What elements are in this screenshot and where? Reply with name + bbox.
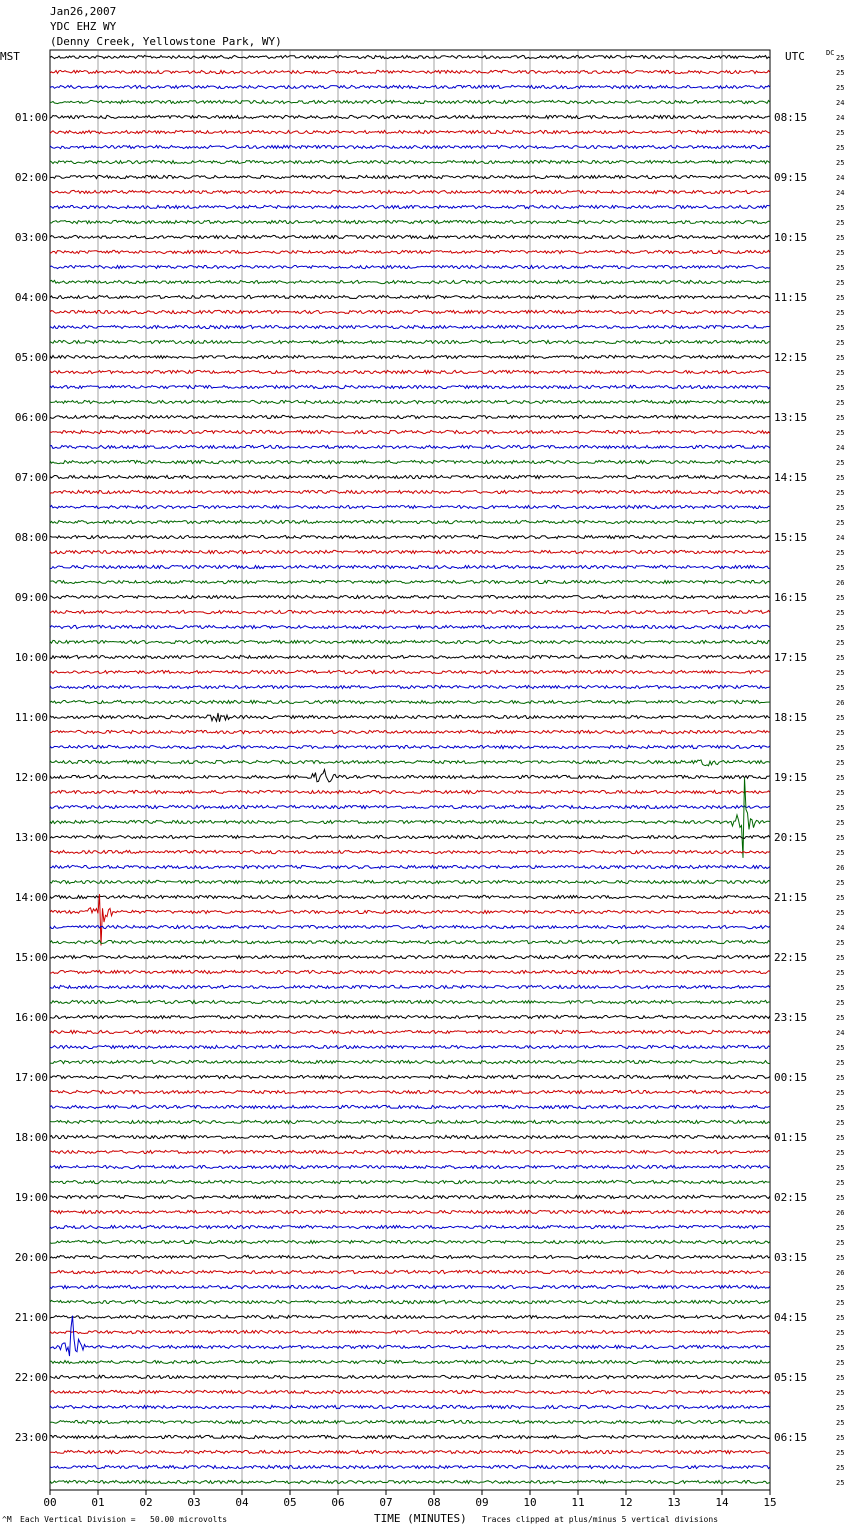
dc-value-label: 25	[836, 789, 845, 797]
seismic-trace	[50, 925, 770, 928]
scale-note: Each Vertical Division = 50.00 microvolts	[20, 1515, 228, 1524]
x-axis-title: TIME (MINUTES)	[374, 1512, 467, 1525]
dc-value-label: 25	[836, 969, 845, 977]
dc-value-label: 25	[836, 744, 845, 752]
dc-label: DC	[826, 49, 835, 57]
seismic-trace	[50, 655, 770, 658]
seismic-trace	[50, 430, 770, 433]
dc-value-label: 24	[836, 114, 845, 122]
x-tick-label: 01	[91, 1496, 105, 1509]
right-hour-label: 12:15	[774, 351, 808, 364]
left-hour-label: 09:00	[14, 591, 48, 604]
left-hour-label: 12:00	[14, 771, 48, 784]
dc-value-label: 25	[836, 1329, 845, 1337]
dc-value-label: 25	[836, 1299, 845, 1307]
dc-value-label: 25	[836, 474, 845, 482]
left-hour-label: 01:00	[14, 111, 48, 124]
right-hour-label: 06:15	[774, 1431, 808, 1444]
seismic-trace	[50, 1195, 770, 1198]
left-hour-label: 15:00	[14, 951, 48, 964]
seismic-trace	[50, 595, 770, 598]
right-hour-label: 18:15	[774, 711, 808, 724]
dc-value-label: 25	[836, 1104, 845, 1112]
seismic-trace	[50, 985, 770, 988]
dc-value-label: 25	[836, 1434, 845, 1442]
right-hour-label: 11:15	[774, 291, 808, 304]
dc-value-label: 25	[836, 399, 845, 407]
left-timezone-label: MST	[0, 50, 20, 63]
dc-value-label: 25	[836, 339, 845, 347]
station-location: (Denny Creek, Yellowstone Park, WY)	[50, 35, 282, 48]
seismic-trace	[50, 805, 770, 808]
seismic-trace	[50, 770, 770, 783]
dc-value-label: 25	[836, 1164, 845, 1172]
x-tick-label: 08	[427, 1496, 441, 1509]
dc-value-label: 25	[836, 609, 845, 617]
dc-value-label: 25	[836, 489, 845, 497]
x-tick-label: 11	[571, 1496, 585, 1509]
seismic-trace	[50, 310, 770, 313]
seismic-trace	[50, 1285, 770, 1288]
right-hour-label: 21:15	[774, 891, 808, 904]
station-code: YDC EHZ WY	[50, 20, 117, 33]
x-tick-label: 15	[763, 1496, 777, 1509]
dc-value-label: 25	[836, 1479, 845, 1487]
dc-value-label: 25	[836, 219, 845, 227]
dc-value-label: 26	[836, 579, 845, 587]
dc-value-label: 25	[836, 669, 845, 677]
seismic-trace	[50, 1435, 770, 1438]
seismic-trace	[50, 1316, 770, 1356]
seismic-trace	[50, 205, 770, 208]
left-hour-label: 03:00	[14, 231, 48, 244]
dc-value-label: 25	[836, 1464, 845, 1472]
x-tick-label: 02	[139, 1496, 153, 1509]
right-hour-label: 03:15	[774, 1251, 808, 1264]
x-tick-label: 06	[331, 1496, 345, 1509]
right-hour-label: 20:15	[774, 831, 808, 844]
dc-value-label: 25	[836, 1074, 845, 1082]
seismic-trace	[50, 145, 770, 148]
seismic-trace	[50, 265, 770, 268]
seismic-trace	[50, 1120, 770, 1123]
seismic-trace	[50, 115, 770, 118]
dc-value-label: 25	[836, 1404, 845, 1412]
x-tick-label: 09	[475, 1496, 489, 1509]
seismic-trace	[50, 535, 770, 538]
dc-value-label: 26	[836, 1209, 845, 1217]
seismic-trace	[50, 670, 770, 673]
chart-date: Jan26,2007	[50, 5, 117, 18]
seismic-trace	[50, 175, 770, 178]
seismic-trace	[50, 580, 770, 583]
seismic-trace	[50, 250, 770, 253]
seismic-trace	[50, 1315, 770, 1318]
seismic-trace	[50, 1465, 770, 1468]
right-hour-label: 15:15	[774, 531, 808, 544]
seismic-trace	[50, 1270, 770, 1273]
dc-value-label: 25	[836, 54, 845, 62]
dc-value-label: 25	[836, 459, 845, 467]
dc-value-label: 25	[836, 624, 845, 632]
seismic-trace	[50, 1330, 770, 1333]
corner-mark: ^M	[2, 1515, 12, 1524]
dc-value-label: 24	[836, 534, 845, 542]
right-timezone-label: UTC	[785, 50, 805, 63]
seismic-trace	[50, 940, 770, 943]
dc-value-label: 25	[836, 939, 845, 947]
seismic-trace	[50, 1405, 770, 1408]
dc-value-label: 25	[836, 264, 845, 272]
seismic-trace	[50, 340, 770, 343]
dc-value-label: 24	[836, 924, 845, 932]
x-tick-label: 13	[667, 1496, 681, 1509]
seismic-trace	[50, 550, 770, 553]
seismic-trace	[50, 370, 770, 373]
seismic-trace	[50, 625, 770, 628]
seismic-trace	[50, 220, 770, 223]
dc-value-label: 25	[836, 1284, 845, 1292]
seismic-trace	[50, 490, 770, 493]
seismic-trace	[50, 1480, 770, 1483]
dc-value-label: 25	[836, 504, 845, 512]
x-tick-label: 04	[235, 1496, 249, 1509]
right-hour-label: 09:15	[774, 171, 808, 184]
seismic-trace	[50, 235, 770, 238]
dc-value-label: 25	[836, 1254, 845, 1262]
seismic-trace	[50, 760, 770, 766]
seismic-trace	[50, 850, 770, 853]
seismic-trace	[50, 895, 770, 898]
seismic-trace	[50, 1255, 770, 1258]
dc-value-label: 25	[836, 1374, 845, 1382]
seismic-trace	[50, 460, 770, 463]
right-hour-label: 01:15	[774, 1131, 808, 1144]
x-tick-label: 12	[619, 1496, 633, 1509]
dc-value-label: 25	[836, 594, 845, 602]
x-tick-label: 05	[283, 1496, 297, 1509]
right-hour-label: 00:15	[774, 1071, 808, 1084]
seismic-trace	[50, 445, 770, 448]
dc-value-label: 25	[836, 519, 845, 527]
dc-value-label: 25	[836, 144, 845, 152]
seismic-trace	[50, 520, 770, 523]
seismic-trace	[50, 475, 770, 478]
seismic-trace	[50, 355, 770, 358]
right-hour-label: 05:15	[774, 1371, 808, 1384]
dc-value-label: 25	[836, 729, 845, 737]
dc-value-label: 25	[836, 279, 845, 287]
right-hour-label: 02:15	[774, 1191, 808, 1204]
seismic-trace	[50, 970, 770, 973]
left-hour-label: 16:00	[14, 1011, 48, 1024]
left-hour-label: 04:00	[14, 291, 48, 304]
dc-value-label: 25	[836, 414, 845, 422]
dc-value-label: 26	[836, 1269, 845, 1277]
clip-note: Traces clipped at plus/minus 5 vertical divisions	[482, 1515, 719, 1524]
left-hour-label: 13:00	[14, 831, 48, 844]
dc-value-label: 25	[836, 1044, 845, 1052]
seismic-trace	[50, 865, 770, 868]
dc-value-label: 25	[836, 309, 845, 317]
seismic-trace	[50, 835, 770, 838]
right-hour-label: 22:15	[774, 951, 808, 964]
dc-value-label: 25	[836, 984, 845, 992]
seismic-trace	[50, 713, 770, 722]
right-hour-label: 23:15	[774, 1011, 808, 1024]
left-hour-label: 22:00	[14, 1371, 48, 1384]
dc-value-label: 25	[836, 1059, 845, 1067]
seismic-trace	[50, 778, 770, 858]
left-hour-label: 17:00	[14, 1071, 48, 1084]
dc-value-label: 25	[836, 1134, 845, 1142]
dc-value-label: 25	[836, 354, 845, 362]
left-hour-label: 18:00	[14, 1131, 48, 1144]
seismic-trace	[50, 160, 770, 163]
dc-value-label: 25	[836, 324, 845, 332]
dc-value-label: 25	[836, 1389, 845, 1397]
seismic-trace	[50, 1105, 770, 1108]
dc-value-label: 25	[836, 84, 845, 92]
seismic-trace	[50, 1390, 770, 1393]
dc-value-label: 25	[836, 1344, 845, 1352]
dc-value-label: 25	[836, 639, 845, 647]
dc-value-label: 25	[836, 204, 845, 212]
left-hour-label: 19:00	[14, 1191, 48, 1204]
seismic-trace	[50, 1090, 770, 1093]
seismic-trace	[50, 1165, 770, 1168]
dc-value-label: 24	[836, 99, 845, 107]
x-tick-label: 10	[523, 1496, 537, 1509]
seismic-trace	[50, 1060, 770, 1063]
dc-value-label: 25	[836, 1449, 845, 1457]
seismic-trace	[50, 894, 770, 945]
seismic-trace	[50, 730, 770, 733]
dc-value-label: 25	[836, 804, 845, 812]
left-hour-label: 07:00	[14, 471, 48, 484]
seismic-trace	[50, 280, 770, 283]
dc-value-label: 24	[836, 174, 845, 182]
dc-value-label: 25	[836, 1149, 845, 1157]
left-hour-label: 21:00	[14, 1311, 48, 1324]
seismic-trace	[50, 190, 770, 193]
dc-value-label: 25	[836, 879, 845, 887]
dc-value-label: 25	[836, 1179, 845, 1187]
seismic-trace	[50, 1210, 770, 1213]
dc-value-label: 25	[836, 834, 845, 842]
seismic-trace	[50, 955, 770, 958]
dc-value-label: 26	[836, 699, 845, 707]
dc-value-label: 24	[836, 444, 845, 452]
right-hour-label: 19:15	[774, 771, 808, 784]
seismic-trace	[50, 325, 770, 328]
dc-value-label: 25	[836, 1359, 845, 1367]
seismic-trace	[50, 610, 770, 613]
seismic-trace	[50, 1360, 770, 1363]
dc-value-label: 26	[836, 864, 845, 872]
seismic-trace	[50, 385, 770, 388]
dc-value-label: 25	[836, 654, 845, 662]
dc-value-label: 25	[836, 759, 845, 767]
dc-value-label: 25	[836, 999, 845, 1007]
left-hour-label: 11:00	[14, 711, 48, 724]
seismic-trace	[50, 1375, 770, 1378]
dc-value-label: 25	[836, 249, 845, 257]
seismic-trace	[50, 55, 770, 58]
seismic-trace	[50, 505, 770, 508]
right-hour-label: 04:15	[774, 1311, 808, 1324]
seismic-trace	[50, 700, 770, 703]
left-hour-label: 10:00	[14, 651, 48, 664]
seismic-trace	[50, 100, 770, 103]
dc-value-label: 25	[836, 369, 845, 377]
dc-value-label: 25	[836, 234, 845, 242]
seismic-trace	[50, 745, 770, 748]
seismic-trace	[50, 1150, 770, 1153]
dc-value-label: 25	[836, 549, 845, 557]
dc-value-label: 25	[836, 954, 845, 962]
dc-value-label: 25	[836, 774, 845, 782]
left-hour-label: 20:00	[14, 1251, 48, 1264]
dc-value-label: 25	[836, 69, 845, 77]
left-hour-label: 23:00	[14, 1431, 48, 1444]
right-hour-label: 17:15	[774, 651, 808, 664]
seismic-trace	[50, 1300, 770, 1303]
right-hour-label: 16:15	[774, 591, 808, 604]
dc-value-label: 25	[836, 1014, 845, 1022]
dc-value-label: 25	[836, 819, 845, 827]
dc-value-label: 25	[836, 1119, 845, 1127]
dc-value-label: 25	[836, 894, 845, 902]
left-hour-label: 02:00	[14, 171, 48, 184]
seismic-trace	[50, 1420, 770, 1423]
seismic-trace	[50, 415, 770, 418]
dc-value-label: 25	[836, 564, 845, 572]
seismic-trace	[50, 85, 770, 88]
right-hour-label: 13:15	[774, 411, 808, 424]
left-hour-label: 14:00	[14, 891, 48, 904]
dc-value-label: 24	[836, 189, 845, 197]
seismic-trace	[50, 1045, 770, 1048]
seismic-trace	[50, 1135, 770, 1138]
seismic-trace	[50, 685, 770, 688]
right-hour-label: 10:15	[774, 231, 808, 244]
dc-value-label: 25	[836, 1419, 845, 1427]
seismic-trace	[50, 1030, 770, 1033]
seismic-trace	[50, 1240, 770, 1243]
left-hour-label: 08:00	[14, 531, 48, 544]
x-tick-label: 00	[43, 1496, 57, 1509]
dc-value-label: 25	[836, 849, 845, 857]
seismic-trace	[50, 1450, 770, 1453]
x-tick-label: 03	[187, 1496, 201, 1509]
dc-value-label: 25	[836, 159, 845, 167]
left-hour-label: 06:00	[14, 411, 48, 424]
seismic-trace	[50, 640, 770, 643]
dc-value-label: 25	[836, 384, 845, 392]
dc-value-label: 25	[836, 684, 845, 692]
dc-value-label: 25	[836, 429, 845, 437]
x-tick-label: 14	[715, 1496, 729, 1509]
seismic-trace	[50, 1000, 770, 1003]
seismic-trace	[50, 1015, 770, 1018]
right-hour-label: 08:15	[774, 111, 808, 124]
dc-value-label: 25	[836, 1314, 845, 1322]
seismic-trace	[50, 1225, 770, 1228]
seismic-trace	[50, 130, 770, 133]
dc-value-label: 25	[836, 1224, 845, 1232]
dc-value-label: 25	[836, 129, 845, 137]
seismic-trace	[50, 1180, 770, 1183]
seismic-trace	[50, 70, 770, 73]
left-hour-label: 05:00	[14, 351, 48, 364]
dc-value-label: 25	[836, 714, 845, 722]
right-hour-label: 14:15	[774, 471, 808, 484]
dc-value-label: 24	[836, 1029, 845, 1037]
seismic-trace	[50, 790, 770, 793]
x-tick-label: 07	[379, 1496, 393, 1509]
seismic-trace	[50, 1075, 770, 1078]
seismic-trace	[50, 880, 770, 883]
seismic-trace	[50, 565, 770, 568]
dc-value-label: 25	[836, 1089, 845, 1097]
dc-value-label: 25	[836, 1239, 845, 1247]
seismic-trace	[50, 295, 770, 298]
seismic-trace	[50, 400, 770, 403]
dc-value-label: 25	[836, 1194, 845, 1202]
dc-value-label: 25	[836, 294, 845, 302]
dc-value-label: 25	[836, 909, 845, 917]
